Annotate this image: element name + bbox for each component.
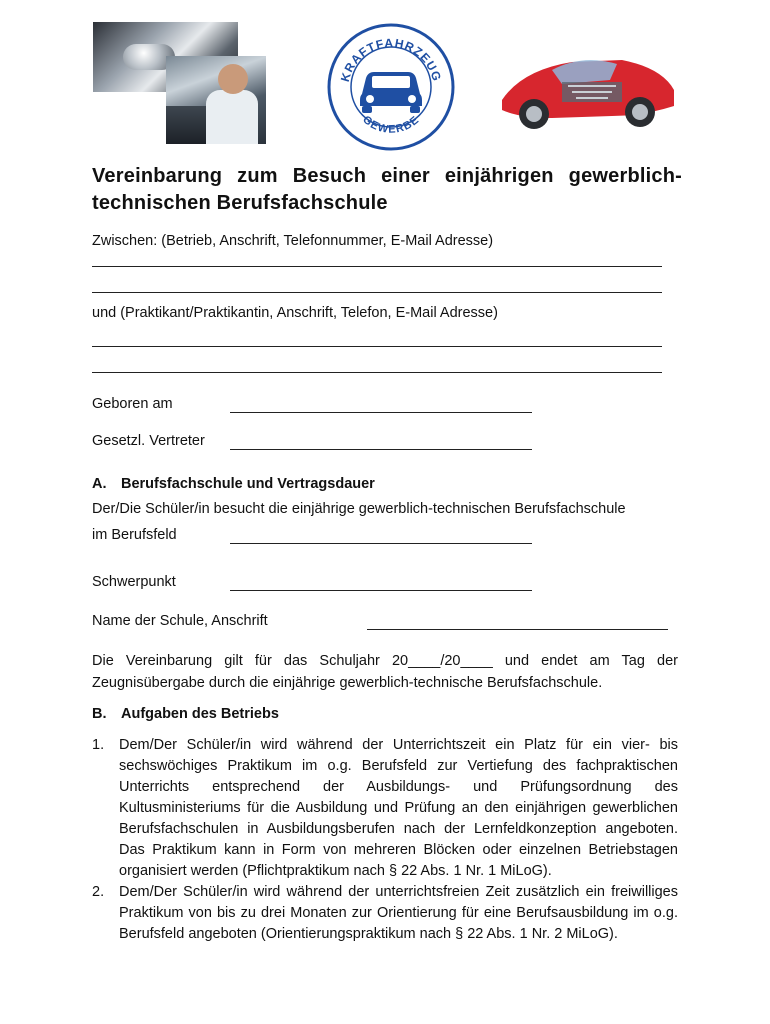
section-b-list	[92, 735, 678, 945]
document-title: Vereinbarung zum Besuch einer einjährigen gewerblich-technischen Berufsfachschule	[92, 165, 682, 214]
list-item	[92, 882, 678, 945]
school-label: Name der Schule, Anschrift	[92, 613, 268, 629]
mechanic-head-shape	[218, 64, 248, 94]
kraftfahrzeug-gewerbe-logo	[326, 22, 456, 152]
schwerpunkt-line	[230, 590, 532, 591]
and-line-1	[92, 346, 662, 347]
between-line-2	[92, 292, 662, 293]
guardian-label: Gesetzl. Vertreter	[92, 433, 205, 449]
list-item-number: 1.	[92, 737, 105, 753]
section-a-intro: Der/Die Schüler/in besucht die einjährige gewerblich-technischen Berufsfachschule	[92, 501, 626, 517]
header-images	[0, 0, 770, 160]
document-body	[92, 163, 682, 217]
list-item-text: Dem/Der Schüler/in wird während der Unterrichtszeit ein Platz für ein vier- bis sechswöchiges Praktikum im o.g. Berufsfeld zur Vertiefung des fachpraktischen Unterrichts entsprechend der Ausbildungs- und Prüfungsordnung des Kultusministeriums für die Ausbildung und Prüfung an den einjährigen gewerblichen Berufsfachschulen in Ausbildungsberufen nach der Lernfeldkonzeption angeboten. Das Praktikum kann in Form von mehreren Blöcken oder einzelnen Betriebstagen organisiert werden (Pflichtpraktikum nach § 22 Abs. 1 Nr. 1 MiLoG).	[119, 737, 678, 879]
between-label: Zwischen: (Betrieb, Anschrift, Telefonnummer, E-Mail Adresse)	[92, 233, 494, 249]
guardian-line	[230, 449, 532, 450]
logo-text-top: KRAFTFAHRZEUG	[337, 35, 445, 84]
and-line-2	[92, 372, 662, 373]
schwerpunkt-label: Schwerpunkt	[92, 574, 176, 590]
logo-text-bottom: GEWERBE	[360, 113, 422, 136]
berufsfeld-line	[230, 543, 532, 544]
born-label: Geboren am	[92, 396, 173, 412]
section-a-title: A. Berufsfachschule und Vertragsdauer	[92, 476, 375, 492]
between-line-1	[92, 266, 662, 267]
list-item	[92, 735, 678, 882]
berufsfeld-label: im Berufsfeld	[92, 527, 177, 543]
mechanic-shirt-shape	[206, 90, 258, 144]
list-item-number: 2.	[92, 884, 105, 900]
mechanic-photo	[166, 56, 266, 144]
school-line	[367, 629, 668, 630]
sports-car-cutaway-image	[492, 40, 682, 135]
duration-text: Die Vereinbarung gilt für das Schuljahr 20____/20____ und endet am Tag der Zeugnisübergabe durch die einjährige gewerblich-technische Berufsfachschule.	[92, 653, 678, 691]
section-b-title: B. Aufgaben des Betriebs	[92, 706, 279, 722]
list-item-text: Dem/Der Schüler/in wird während der unterrichtsfreien Zeit zusätzlich ein freiwilliges Praktikum von bis zu drei Monaten zur Orientierung für eine Berufsausbildung im o.g. Berufsfeld angeboten (Orientierungspraktikum nach § 22 Abs. 1 Nr. 2 MiLoG).	[119, 884, 678, 942]
and-label: und (Praktikant/Praktikantin, Anschrift, Telefon, E-Mail Adresse)	[92, 305, 498, 321]
born-line	[230, 412, 532, 413]
